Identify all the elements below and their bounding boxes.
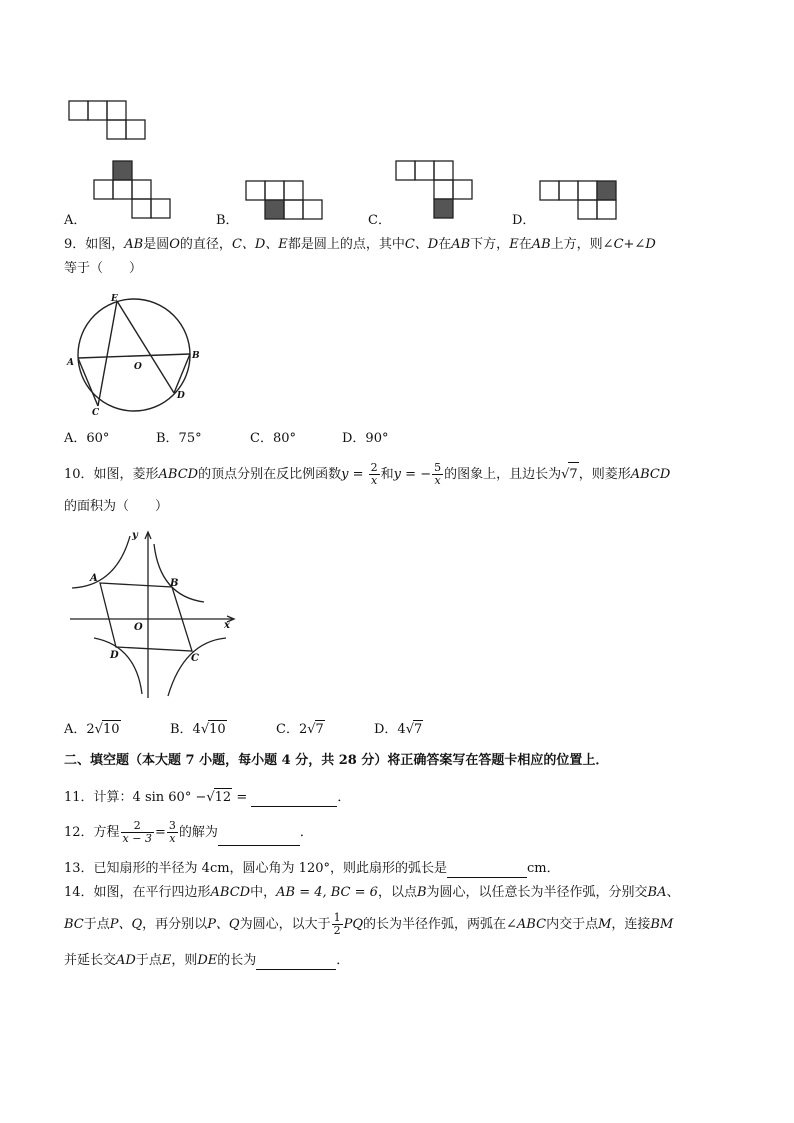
q14-half-fraction: $\frac{1}{2}$ xyxy=(333,911,341,937)
q10-option-b: B．4√10 xyxy=(170,722,226,737)
q13-line: 13．已知扇形的半径为 4cm，圆心角为 120°，则此扇形的弧长是 cm． xyxy=(64,861,560,876)
q9-stem-line1: 9．如图，AB是圆O的直径，C、D、E都是圆上的点，其中C、D在AB下方，E在AB上方，则∠C+∠D xyxy=(64,237,656,252)
q14-answer-blank[interactable] xyxy=(256,955,336,970)
q8-option-b-figure xyxy=(244,178,326,224)
q12-fraction-2: $\frac{3}{x}$ xyxy=(168,819,176,845)
q11-line: 11．计算：4 sin 60° −√12 = ． xyxy=(64,790,351,805)
q11-answer-blank[interactable] xyxy=(251,792,337,807)
q10-label-b: B xyxy=(170,578,179,589)
q9-stem-line2: 等于（ ） xyxy=(64,261,143,276)
q12-line: 12．方程 $\frac{2}{x - 3}$ = $\frac{3}{x}$ 的解为 ． xyxy=(64,819,313,845)
q14-line2: BC于点P、Q，再分别以P、Q为圆心，以大于 $\frac{1}{2}$ PQ的长为半径作弧，两弧在∠ABC内交于点M，连接BM xyxy=(64,911,674,937)
q9-label-b: B xyxy=(192,351,200,361)
q10-label-y: y xyxy=(132,530,138,541)
q10-option-d: D．4√7 xyxy=(374,722,423,737)
q9-option-b: B．75° xyxy=(156,431,202,446)
q10-label-c: C xyxy=(191,653,199,664)
q9-option-c: C．80° xyxy=(250,431,296,446)
q8-option-a-label: A． xyxy=(64,213,87,228)
q12-fraction-1: $\frac{2}{x - 3}$ xyxy=(122,819,152,845)
q8-net-figure xyxy=(66,98,150,144)
q8-option-d-label: D． xyxy=(512,213,536,228)
q14-line3: 并延长交AD于点E，则DE的长为 ． xyxy=(64,953,350,968)
q10-label-a: A xyxy=(90,573,98,584)
q8-option-c-label: C． xyxy=(368,213,391,228)
q10-label-o: O xyxy=(134,622,143,633)
q13-answer-blank[interactable] xyxy=(447,863,527,878)
q8-option-d-figure xyxy=(538,178,620,224)
q10-option-a: A．2√10 xyxy=(64,722,120,737)
q9-option-d: D．90° xyxy=(342,431,389,446)
q8-option-c-figure xyxy=(394,158,476,222)
q8-option-a-figure xyxy=(92,158,174,222)
q10-stem-line2: 的面积为（ ） xyxy=(64,499,169,514)
q10-stem-line1: 10．如图，菱形ABCD的顶点分别在反比例函数y = $\frac{2}{x}$ 和y = − $\frac{5}{x}$ 的图象上，且边长为√7，则菱形ABCD xyxy=(64,461,671,487)
q10-label-d: D xyxy=(110,650,119,661)
q9-circle-figure xyxy=(64,292,214,422)
q9-label-o: O xyxy=(134,362,142,372)
q9-label-c: C xyxy=(92,408,100,418)
q12-answer-blank[interactable] xyxy=(218,831,300,846)
q8-option-b-label: B． xyxy=(216,213,239,228)
q10-fraction-2: $\frac{5}{x}$ xyxy=(434,461,442,487)
section2-heading: 二、填空题（本大题 7 小题，每小题 4 分，共 28 分）将正确答案写在答题卡相应的位置上． xyxy=(64,753,609,768)
q9-label-d: D xyxy=(177,391,185,401)
q10-fraction-1: $\frac{2}{x}$ xyxy=(370,461,378,487)
q10-option-c: C．2√7 xyxy=(276,722,324,737)
q9-label-a: A xyxy=(67,358,74,368)
q10-hyperbola-figure xyxy=(64,526,244,706)
q9-option-a: A．60° xyxy=(64,431,110,446)
q14-line1: 14．如图，在平行四边形ABCD中，AB = 4, BC = 6，以点B为圆心，以任意长为半径作弧，分别交BA、 xyxy=(64,885,680,900)
q9-label-e: E xyxy=(111,294,118,304)
q10-label-x: x xyxy=(224,620,230,631)
